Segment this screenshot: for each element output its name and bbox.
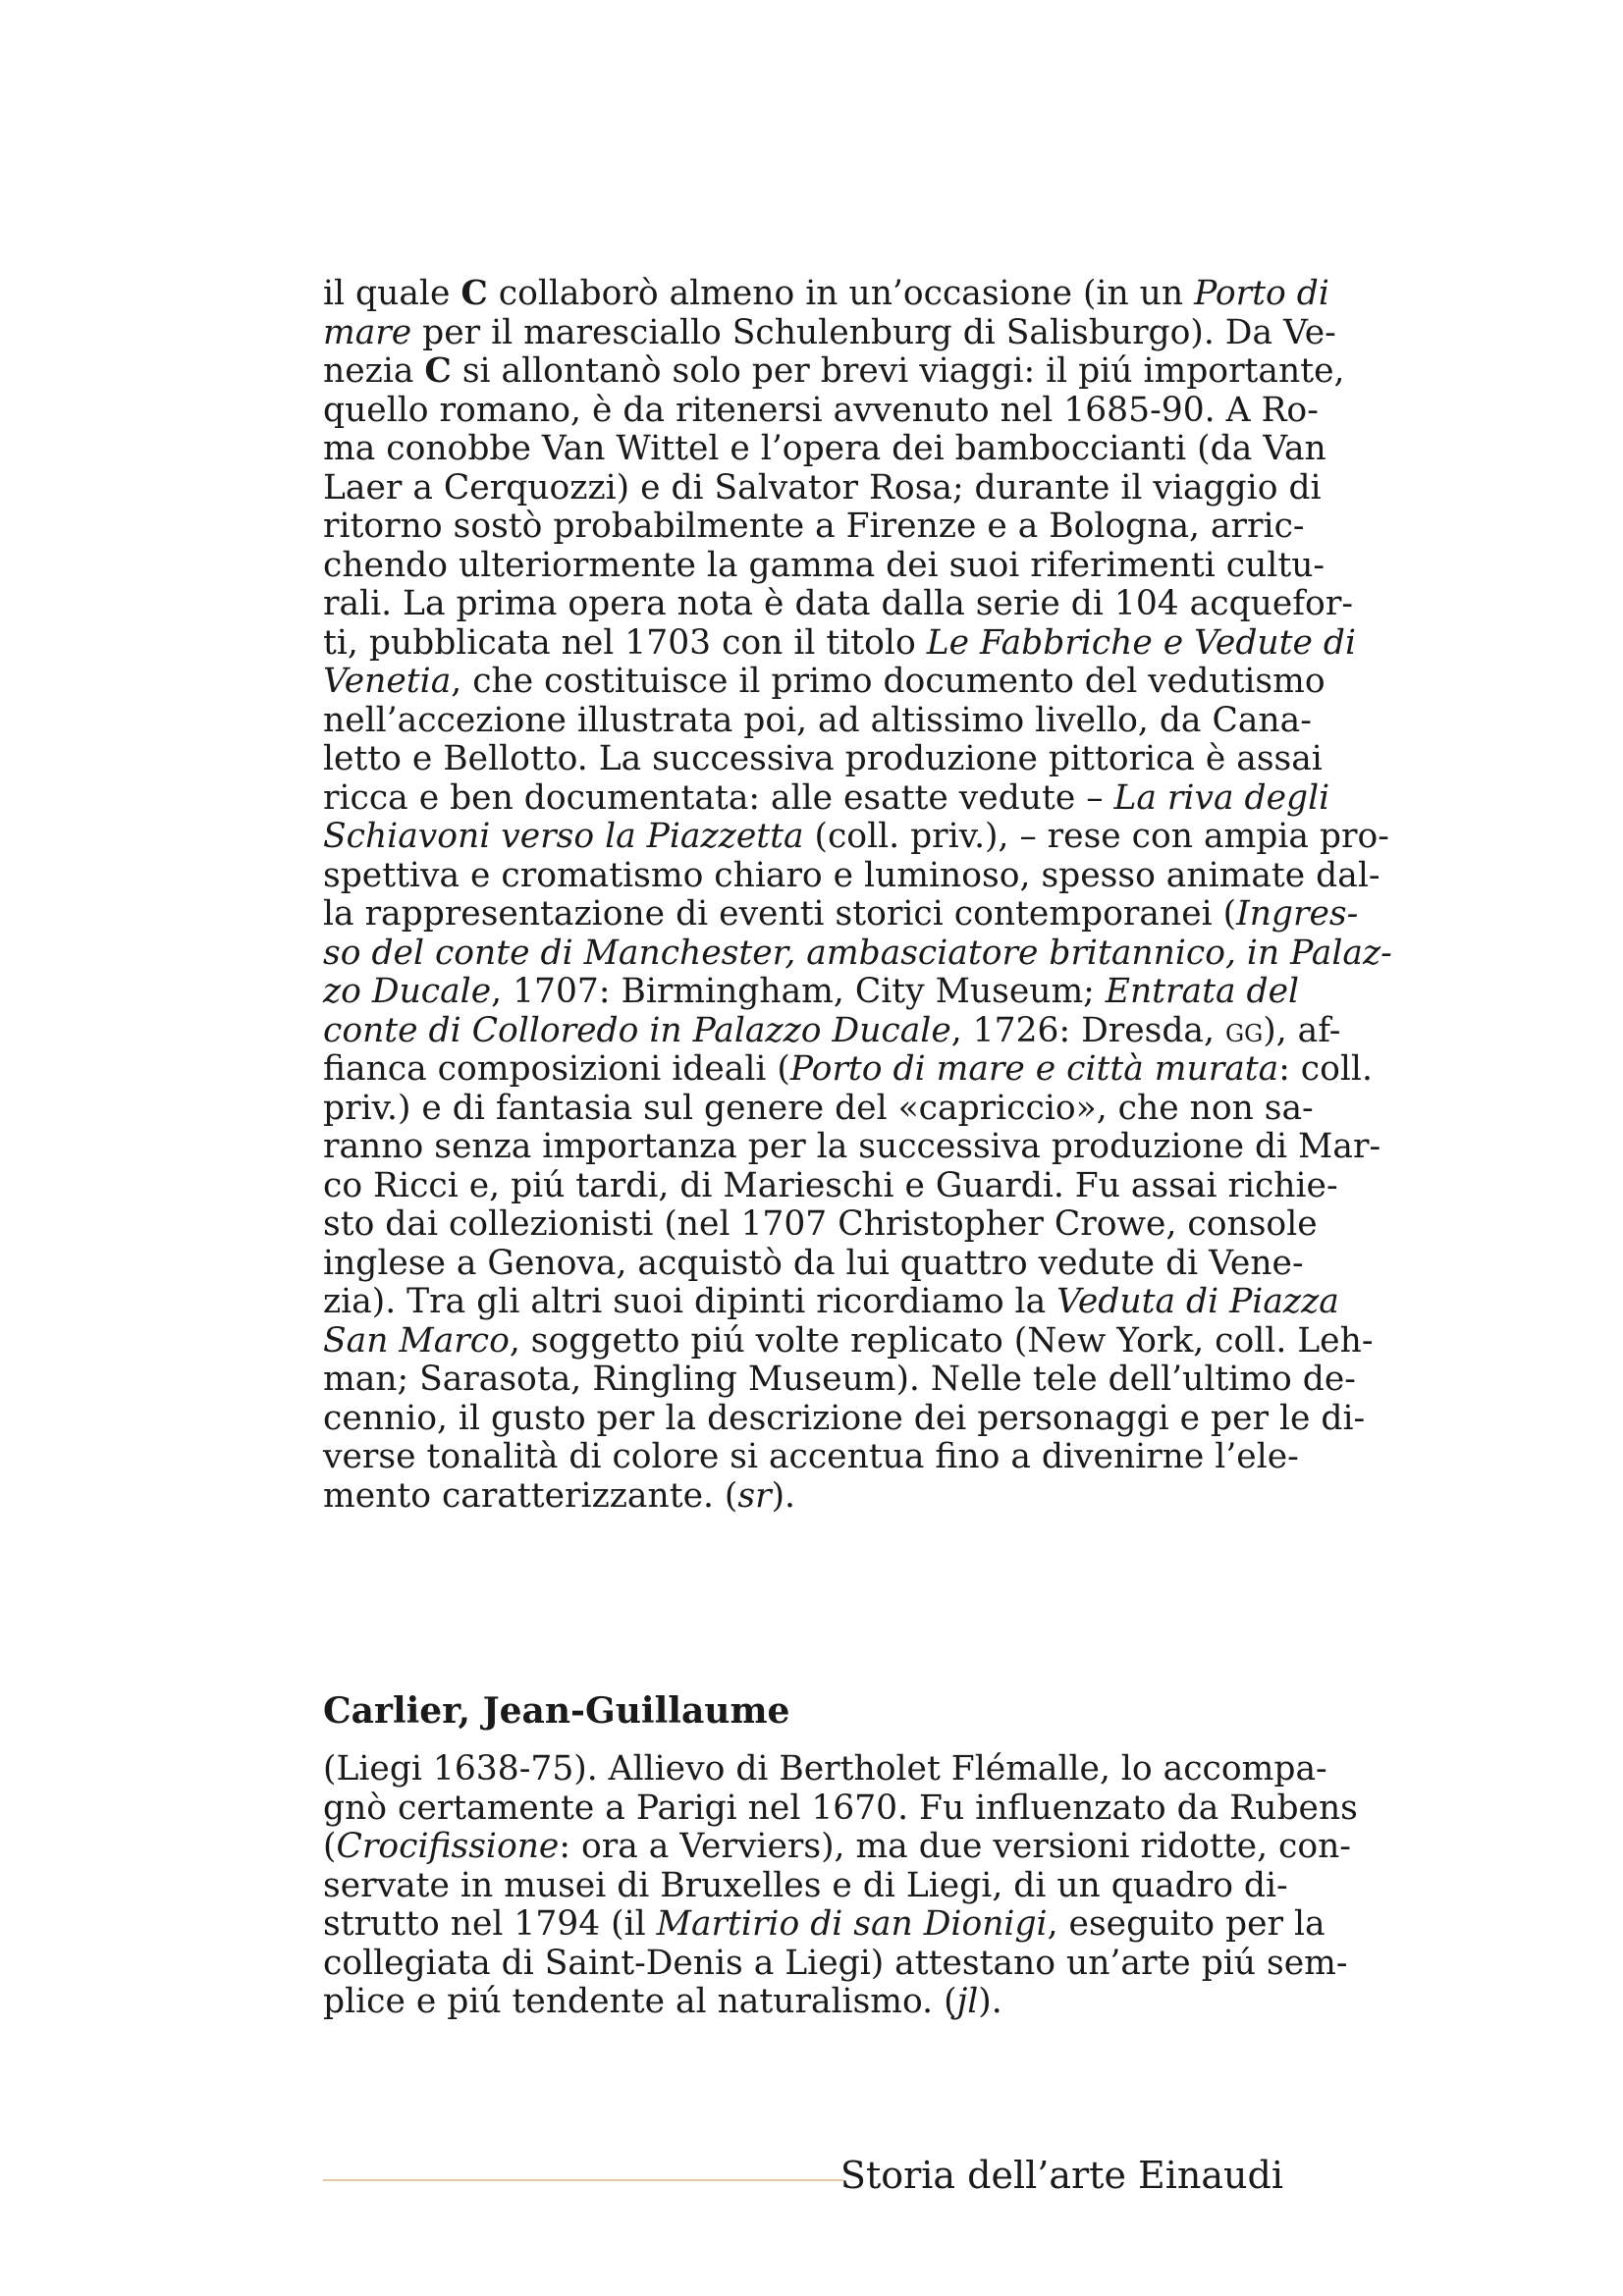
- body-line: chendo ulteriormente la gamma dei suoi riferimenti cultu-: [323, 545, 1325, 585]
- body-line: fianca composizioni ideali (Porto di mare e città murata: coll.: [323, 1049, 1373, 1089]
- body-line: spettiva e cromatismo chiaro e luminoso, spesso animate dal-: [323, 855, 1380, 895]
- entry-line: plice e piú tendente al naturalismo. (jl).: [323, 1982, 1002, 2021]
- body-line: man; Sarasota, Ringling Museum). Nelle tele dell’ultimo de-: [323, 1360, 1356, 1399]
- body-line: rali. La prima opera nota è data dalla serie di 104 acquefor-: [323, 584, 1353, 623]
- entry-line: (Crocifissione: ora a Verviers), ma due versioni ridotte, con-: [323, 1827, 1351, 1866]
- body-line: ranno senza importanza per la successiva produzione di Mar-: [323, 1127, 1381, 1166]
- body-line: letto e Bellotto. La successiva produzione pittorica è assai: [323, 739, 1323, 778]
- entry-heading: Carlier, Jean-Guillaume: [323, 1690, 790, 1732]
- entry-line: servate in musei di Bruxelles e di Liegi, di un quadro di-: [323, 1865, 1288, 1905]
- entry-line: gnò certamente a Parigi nel 1670. Fu influenzato da Rubens: [323, 1788, 1358, 1828]
- body-line: Venetia, che costituisce il primo documento del vedutismo: [323, 662, 1325, 701]
- entry-line: (Liegi 1638-75). Allievo di Bertholet Flémalle, lo accompa-: [323, 1749, 1327, 1789]
- body-line: ricca e ben documentata: alle esatte vedute – La riva degli: [323, 777, 1330, 818]
- body-line: quello romano, è da ritenersi avvenuto nel 1685-90. A Ro-: [323, 390, 1319, 430]
- body-line: co Ricci e, piú tardi, di Marieschi e Guardi. Fu assai richie-: [323, 1165, 1338, 1205]
- body-line: zia). Tra gli altri suoi dipinti ricordiamo la Veduta di Piazza: [323, 1282, 1339, 1321]
- entry-line: collegiata di Saint-Denis a Liegi) attestano un’arte piú sem-: [323, 1943, 1348, 1983]
- body-line: Laer a Cerquozzi) e di Salvator Rosa; durante il viaggio di: [323, 467, 1322, 507]
- footer-rule: [323, 2179, 843, 2181]
- body-line: la rappresentazione di eventi storici contemporanei (Ingres-: [323, 894, 1359, 934]
- entry-text: [323, 1749, 1358, 2022]
- body-line: priv.) e di fantasia sul genere del «capriccio», che non sa-: [323, 1088, 1314, 1128]
- body-line: Schiavoni verso la Piazzetta (coll. priv.), – rese con ampia pro-: [323, 817, 1389, 856]
- body-line: sto dai collezionisti (nel 1707 Christopher Crowe, console: [323, 1204, 1318, 1244]
- body-text: [323, 274, 1392, 1516]
- body-line: zo Ducale, 1707: Birmingham, City Museum; Entrata del: [323, 972, 1300, 1011]
- body-line: so del conte di Manchester, ambasciatore britannico, in Palaz-: [323, 933, 1392, 973]
- body-line: nell’accezione illustrata poi, ad altissimo livello, da Cana-: [323, 700, 1312, 740]
- entry-line: strutto nel 1794 (il Martirio di san Dionigi, eseguito per la: [323, 1904, 1325, 1944]
- body-line: mare per il maresciallo Schulenburg di Salisburgo). Da Ve-: [323, 312, 1336, 352]
- body-line: ma conobbe Van Wittel e l’opera dei bamboccianti (da Van: [323, 429, 1326, 468]
- body-line: ti, pubblicata nel 1703 con il titolo Le Fabbriche e Vedute di: [323, 622, 1356, 663]
- body-line: nezia C si allontanò solo per brevi viaggi: il piú importante,: [323, 351, 1345, 391]
- body-line: ritorno sostò probabilmente a Firenze e a Bologna, arric-: [323, 507, 1305, 546]
- body-line: mento caratterizzante. (sr).: [323, 1475, 796, 1516]
- body-line: verse tonalità di colore si accentua fino a divenirne l’ele-: [323, 1437, 1299, 1476]
- footer-title: Storia dell’arte Einaudi: [839, 2154, 1283, 2197]
- body-line: San Marco, soggetto piú volte replicato (New York, coll. Leh-: [323, 1320, 1374, 1361]
- body-line: cennio, il gusto per la descrizione dei personaggi e per le di-: [323, 1398, 1366, 1438]
- body-line: il quale C collaborò almeno in un’occasione (in un Porto di: [323, 274, 1329, 313]
- body-line: conte di Colloredo in Palazzo Ducale, 1726: Dresda, gg), af-: [323, 1010, 1341, 1050]
- body-line: inglese a Genova, acquistò da lui quattro vedute di Vene-: [323, 1243, 1304, 1283]
